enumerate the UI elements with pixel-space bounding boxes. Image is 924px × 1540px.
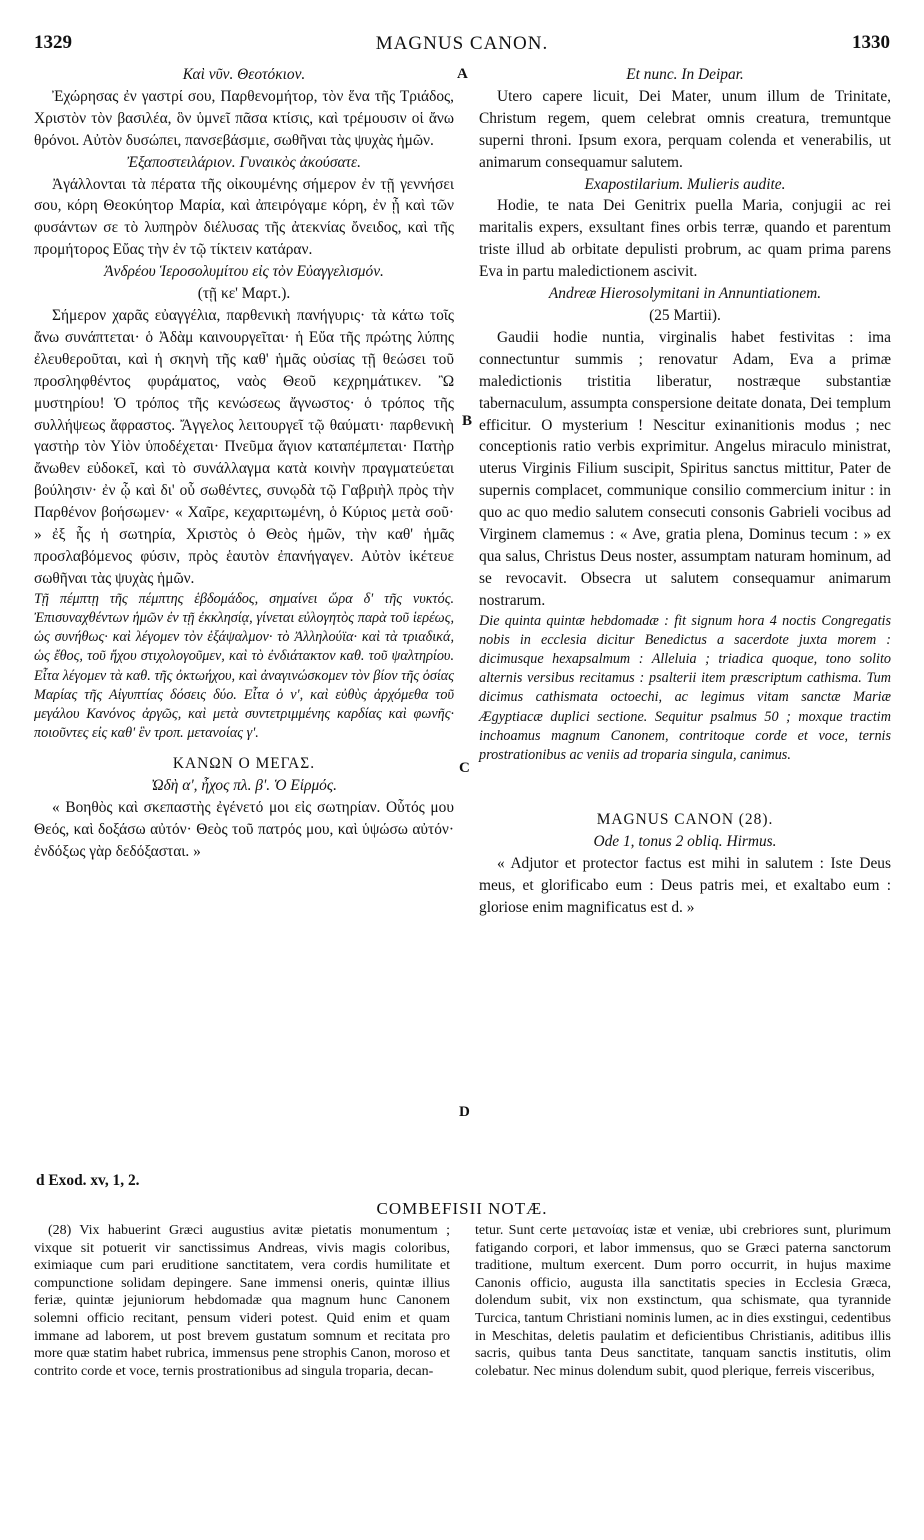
greek-paragraph: Σήμερον χαρᾶς εὐαγγέλια, παρθενικὴ πανήγυρις· τὰ κάτω τοῖς ἄνω συνάπτεται· ὁ Ἀδὰμ καινουργεῖται· ἡ Εὔα τῆς πρώτης λύπης ἐλευθεροῦται, καὶ ἡ σκηνὴ τῆς καθ' ἡμᾶς οὐσίας τῇ θεώσει τοῦ προσληφθέντος φυράματος, ναὸς Θεοῦ κεχρημάτικεν. Ὢ μυστηρίου! Ὁ τρόπος τῆς κενώσεως ἄγνωστος· ὁ τρόπος τῆς συλλήψεως ἄφραστος. Ἄγγελος λειτουργεῖ τῷ θαύματι· παρθενικὴ γαστὴρ τὸν Υἱὸν ὑποδέχεται· Πνεῦμα ἅγιον καταπέμπεται· Πατὴρ ἄνωθεν εὐδοκεῖ, καὶ τὸ συνάλλαγμα κατὰ κοινὴν πραγματεύεται βούλησιν· ἐν ᾧ καὶ δι' οὗ σωθέντες, συνῳδὰ τῷ Γαβριὴλ πρὸς τὴν Παρθένον βοήσωμεν· « Χαῖρε, κεχαριτωμένη, ὁ Κύριος μετὰ σοῦ· » ἐξ ἧς ἡ σωτηρία, Χριστὸς ὁ Θεὸς ἡμῶν, τὴν καθ' ἡμᾶς προσλαβόμενος φύσιν, πρὸς ἑαυτὸν ἐπανήγαγεν. Αὐτὸν ἱκέτευε σωθῆναι τὰς ψυχὰς ἡμῶν. (34, 306, 454, 587)
latin-rubric-exapostilarion: Exapostilarium. Mulieris audite. (584, 175, 786, 193)
greek-rubric-thursday: Τῇ πέμπτῃ τῆς πέμπτης ἑβδομάδος, σημαίνει ὥρα δ' τῆς νυκτός. Ἐπισυναχθέντων ἡμῶν ἐν τῇ ἐκκλησίᾳ, γίνεται εὐλογητὸς παρὰ τοῦ ἱερέως, ὡς συνήθως· καὶ λέγομεν τὸν ἑξάψαλμον· τὸ Ἀλληλούϊα· καὶ τὰ τριαδικά, ὡς ἔθος, τοῦ ἤχου στιχολογοῦμεν, καὶ τὸ ἐνδιάτακτον καθ. τοῦ ψαλτηρίου. Εἶτα λέγομεν τὰ καθ. τῆς ὀκτωήχου, καὶ ἀναγινώσκομεν τὸν βίον τῆς ὁσίας Μαρίας τῆς Αἰγυπτίας δόσεις δύο. Εἶτα ὁ ν', καὶ εὐθὺς ἀρχόμεθα τοῦ μεγάλου Κανόνος ἀργῶς, καὶ μετὰ συντετριμμένης καρδίας καὶ φωνῆς· ποιοῦντες εἰς καθ' ἓν τροπ. μετανοίας γ'. (34, 590, 454, 742)
latin-rubric-date: (25 Martii). (649, 306, 721, 324)
greek-rubric-theotokion: Καὶ νῦν. Θεοτόκιον. (182, 66, 306, 83)
greek-rubric-exapostilarion: Ἐξαποστειλάριον. Γυναικὸς ἀκούσατε. (127, 153, 361, 171)
margin-letter-c: C (459, 760, 470, 776)
greek-paragraph: Ἀγάλλονται τὰ πέρατα τῆς οἰκουμένης σήμερον ἐν τῇ γεννήσει σου, κόρη Θεοκύητορ Μαρία, καὶ ἀπειρόγαμε κόρη, ἐν ᾗ καὶ τῶν φυσάντων σε τὸ λυπηρὸν διέλυσας τῆς ἀτεκνίας ὄνειδος, καὶ τῆς προμήτορος Εὔας τὴν ἐν τῷ τίκτειν κατάραν. (34, 175, 454, 259)
note-text: tetur. Sunt certe μετανοίας istæ et veniæ, ubi crebriores sunt, plurimum fatigando corpori, et labor immensus, quo se Græci paterna sanctorum traditione, multum exercent. Dum porro occurrit, in hujus maxime Canonis officio, augusta illa sanctitatis species in Ecclesia Græca, dolendum subit, vix non exstinctum, qua schismate, qua tyrannide Turcica, tantum Christiani nominis lumen, ac in dies exstingui, cedentibus in Meschitas, deletis paulatim et deficientibus Christianis, aditibus illis sacris, quibus tanta Deus sanctitate, tanquam sanctis institutis, olim colebatur. Nec minus dolendum subit, quod plerique, ferreis visceribus, (475, 1223, 891, 1379)
latin-canon-title: MAGNUS CANON (28). (596, 811, 774, 829)
greek-column (34, 64, 454, 863)
latin-ode-heading: Ode 1, tonus 2 obliq. Hirmus. (593, 833, 777, 851)
latin-rubric-theotokion: Et nunc. In Deipar. (626, 66, 744, 83)
running-title: MAGNUS CANON. (375, 33, 549, 54)
notes-column-right (475, 1222, 891, 1380)
page-number-left: 1329 (34, 32, 72, 53)
latin-rubric-andrew: Andreæ Hierosolymitani in Annuntiationem. (548, 285, 822, 303)
notes-heading: COMBEFISII NOTÆ. (376, 1199, 548, 1218)
latin-paragraph: Utero capere licuit, Dei Mater, unum illum de Trinitate, Christum regem, quem celebrat omnis creatura, tremuntque superni throni. Ipsum exora, perquam colenda et venerabilis, ut animarum consequamur salutem. (479, 87, 891, 171)
margin-letter-b: B (462, 413, 473, 429)
page-header (0, 32, 924, 60)
latin-column (479, 64, 891, 919)
notes-column-left (34, 1222, 450, 1380)
latin-paragraph: Hodie, te nata Dei Genitrix puella Maria, conjugii ac rei maritalis expers, exsultant fines orbis terræ, quando et parentum triste illud ab orbitate depulisti probrum, ac quam prima parens Eva in partu maledictionem ascivit. (479, 197, 891, 281)
greek-canon-title: ΚΑΝΩΝ Ο ΜΕΓΑΣ. (172, 755, 316, 773)
margin-letter-a: A (457, 66, 468, 82)
greek-paragraph: Ἐχώρησας ἐν γαστρί σου, Παρθενομήτορ, τὸν ἕνα τῆς Τριάδος, Χριστὸν τὸν βασιλέα, ὃν ὑμνεῖ πᾶσα κτίσις, καὶ τρέμουσιν οἱ ἄνω θρόνοι. Αὐτὸν δυσώπει, πανσεβάσμιε, σωθῆναι τὰς ψυχὰς ἡμῶν. (34, 87, 454, 149)
page-number-right: 1330 (852, 32, 890, 53)
footnote: d Exod. xv, 1, 2. (36, 1172, 140, 1189)
greek-ode-heading: Ὠδὴ α', ἦχος πλ. β'. Ὁ Εἱρμός. (151, 777, 337, 795)
greek-rubric-andrew: Ἀνδρέου Ἱεροσολυμίτου εἰς τὸν Εὐαγγελισμόν. (104, 263, 384, 281)
latin-paragraph: Gaudii hodie nuntia, virginalis habet festivitas : ima connectuntur summis ; renovatur Adam, Eva a primæ maledictionis tristitia liberatur, nostræque substantiæ tabernaculum, assumpta conspersione deitate donata, Dei templum efficitur. O mysterium ! Nescitur exinanitionis modus ; nec conceptionis ratio verbis exprimitur. Angelus miraculo ministrat, uterus Virginis Filium suscipit, Spiritus sanctus mittitur, Pater de supernis complacet, communique consilio commercium initur : in quo ac quo medio salutem consecuti consonis Gabrieli vocibus ad Virginem clamemus : « Ave, gratia plena, Dominus tecum : » ex qua salus, Christus Deus noster, assumptam naturam hominum, ad se revocavit. Obsecra ut salutem consequamur animarum nostrarum. (479, 328, 891, 609)
greek-rubric-date: (τῇ κε' Μαρτ.). (197, 285, 291, 303)
margin-letter-d: D (459, 1104, 470, 1120)
latin-hirmos: « Adjutor et protector factus est mihi in salutem : Iste Deus meus, et glorificabo eum : Deus patris mei, et exaltabo eum : gloriose enim magnificatus est d. » (479, 855, 891, 916)
latin-rubric-thursday: Die quinta quintæ hebdomadæ : fit signum hora 4 noctis Congregatis nobis in ecclesia dicitur Benedictus a sacerdote juxta morem : dicimusque hexapsalmum : Alleluia ; triadica quoque, tono solito alternis versibus recitamus : psalterii item præscriptum cathisma. Tum dicimus cathismata octoechi, ac legimus vitam sanctæ Mariæ Ægyptiacæ duplici sectione. Sequitur psalmus 50 ; moxque tractim inchoamus magnum Canonem, contritoque corde et voce, ternis prostrationibus ac veniis ad troparia singula, canimus. (479, 612, 891, 764)
note-text: (28) Vix habuerint Græci augustius avitæ pietatis monumentum ; vixque sit potuerit vir sanctissimus Andreas, vivis magis coloribus, eximiaque cum pari eruditione sanctitatem, vera cordis humilitate et compunctione solidam depingere. Sane immensi oneris, quintæ illius feriæ, quintæ jejuniorum hebdomadæ qua magnum hunc Canonem solemni officio recitant, pensum videri potest. Quid enim et quam immane ad laborem, ut post brevem gustatum somnum et recitata pro more quæ statim habet rubrica, immensus pene strophis Canon, moroso et contrito corde et voce, ternis prostrationibus ad singula troparia, decan- (34, 1223, 450, 1379)
greek-hirmos: « Βοηθὸς καὶ σκεπαστὴς ἐγένετό μοι εἰς σωτηρίαν. Οὗτός μου Θεός, καὶ δοξάσω αὐτόν· Θεὸς τοῦ πατρός μου, καὶ ὑψώσω αὐτόν· ἐνδόξως γὰρ δεδόξασται. » (34, 799, 454, 860)
